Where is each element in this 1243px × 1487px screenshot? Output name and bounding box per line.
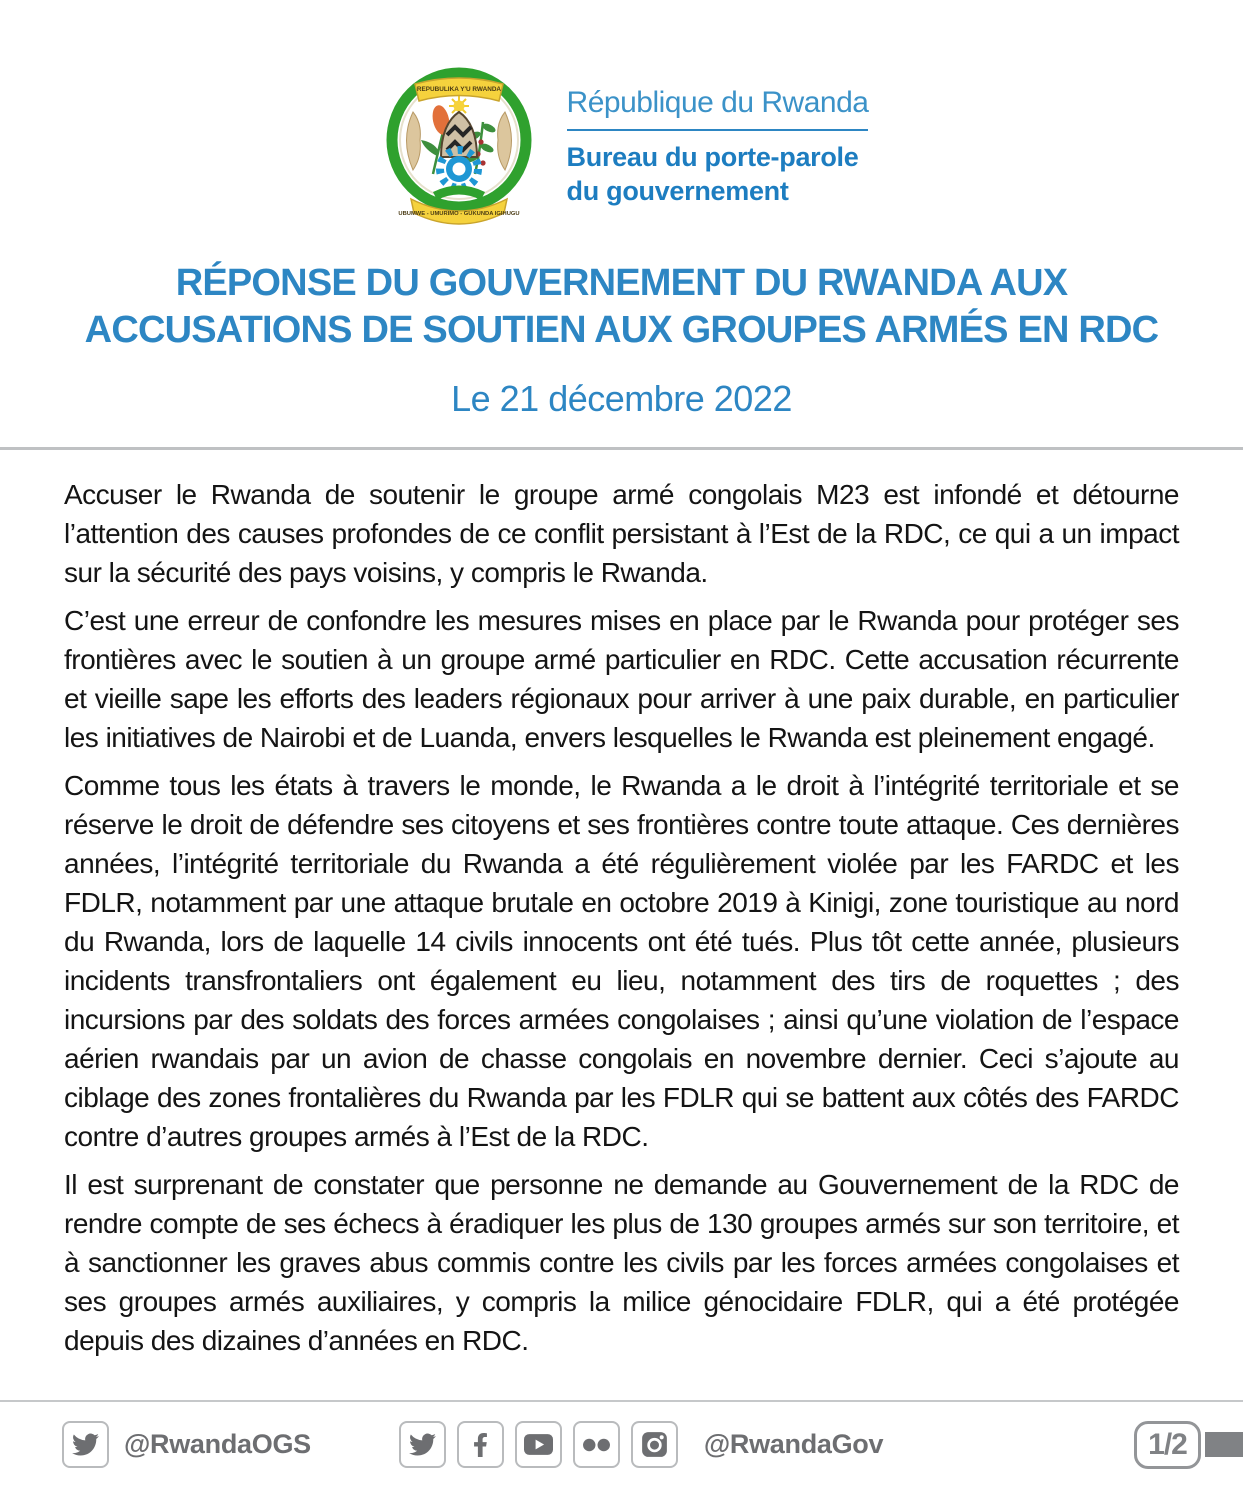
flickr-link[interactable] bbox=[573, 1421, 620, 1468]
youtube-icon bbox=[524, 1434, 553, 1455]
youtube-link[interactable] bbox=[515, 1421, 562, 1468]
twitter-handle-ogs: @RwandaOGS bbox=[124, 1429, 311, 1459]
rwanda-coat-of-arms bbox=[375, 62, 543, 232]
document-date: Le 21 décembre 2022 bbox=[451, 378, 792, 419]
body-paragraph: Comme tous les états à travers le monde, le Rwanda a le droit à l’intégrité territoriale et se réserve le droit de défendre ses citoyens et ses frontières contre toute attaque. Ces dernières années, l’intégrité territoriale du Rwanda a été régulièrement violée par les FARDC et les FDLR, notamment par une attaque brutale en octobre 2019 à Kinigi, zone touristique au nord du Rwanda, lors de laquelle 14 civils innocents ont été tués. Plus tôt cette année, plusieurs incidents transfrontaliers ont également eu lieu, notamment des tirs de roquettes ; des incursions par des soldats des forces armées congolaises ; ainsi qu’une violation de l’espace aérien rwandais par un avion de chasse congolais en novembre dernier. Ceci s’ajoute au ciblage des zones frontalières du Rwanda par les FDLR qui se battent aux côtés des FARDC contre d’autres groupes armés à l’Est de la RDC. bbox=[64, 770, 1179, 1152]
office-name bbox=[567, 140, 869, 208]
page-indicator: 1/2 bbox=[1134, 1421, 1201, 1469]
instagram-link[interactable] bbox=[631, 1421, 678, 1468]
twitter-link-rwandagov[interactable] bbox=[399, 1421, 446, 1468]
facebook-icon bbox=[473, 1431, 488, 1459]
facebook-link[interactable] bbox=[457, 1421, 504, 1468]
twitter-link-rwandaogs[interactable] bbox=[62, 1421, 109, 1468]
office-name-line1: Bureau du porte-parole bbox=[566, 142, 859, 172]
instagram-icon bbox=[641, 1431, 668, 1458]
org-name: République du Rwanda bbox=[567, 86, 869, 131]
social-handle-gov: @RwandaGov bbox=[703, 1429, 884, 1459]
letterhead bbox=[0, 0, 1243, 232]
article-body bbox=[0, 450, 1243, 1360]
footer-bar bbox=[1205, 1432, 1243, 1457]
body-paragraph: Il est surprenant de constater que personne ne demande au Gouvernement de la RDC de rendre compte de ses échecs à éradiquer les plus de 130 groupes armés sur son territoire, et à sanctionner les graves abus commis contre les civils par les forces armées congolaises et ses groupes armés auxiliaires, y compris la milice génocidaire FDLR, qui a été protégée depuis des dizaines d’années en RDC. bbox=[64, 1169, 1179, 1356]
pagination bbox=[1134, 1421, 1243, 1469]
document-title bbox=[0, 260, 1243, 354]
twitter-icon bbox=[409, 1431, 436, 1458]
document-title-line1: RÉPONSE DU GOUVERNEMENT DU RWANDA AUX bbox=[175, 262, 1068, 304]
footer bbox=[0, 1400, 1243, 1487]
emblem-top-banner-text: REPUBULIKA Y'U RWANDA bbox=[416, 86, 501, 93]
letterhead-text bbox=[567, 86, 869, 208]
emblem-bottom-banner-text: UBUMWE - UMURIMO - GUKUNDA IGIHUGU bbox=[397, 211, 520, 217]
document-title-line2: ACCUSATIONS DE SOUTIEN AUX GROUPES ARMÉS EN RDC bbox=[84, 309, 1159, 351]
flickr-icon bbox=[582, 1438, 611, 1452]
twitter-icon bbox=[72, 1431, 99, 1458]
social-links bbox=[399, 1421, 883, 1468]
office-name-line2: du gouvernement bbox=[566, 176, 789, 206]
body-paragraph: Accuser le Rwanda de soutenir le groupe armé congolais M23 est infondé et détourne l’attention des causes profondes de ce conflit persistant à l’Est de la RDC, ce qui a un impact sur la sécurité des pays voisins, y compris le Rwanda. bbox=[64, 479, 1179, 588]
body-paragraph: C’est une erreur de confondre les mesures mises en place par le Rwanda pour protéger ses frontières avec le soutien à un groupe armé particulier en RDC. Cette accusation récurrente et vieille sape les efforts des leaders régionaux pour arriver à une paix durable, en particulier les initiatives de Nairobi et de Luanda, envers lesquelles le Rwanda est pleinement engagé. bbox=[64, 605, 1179, 753]
